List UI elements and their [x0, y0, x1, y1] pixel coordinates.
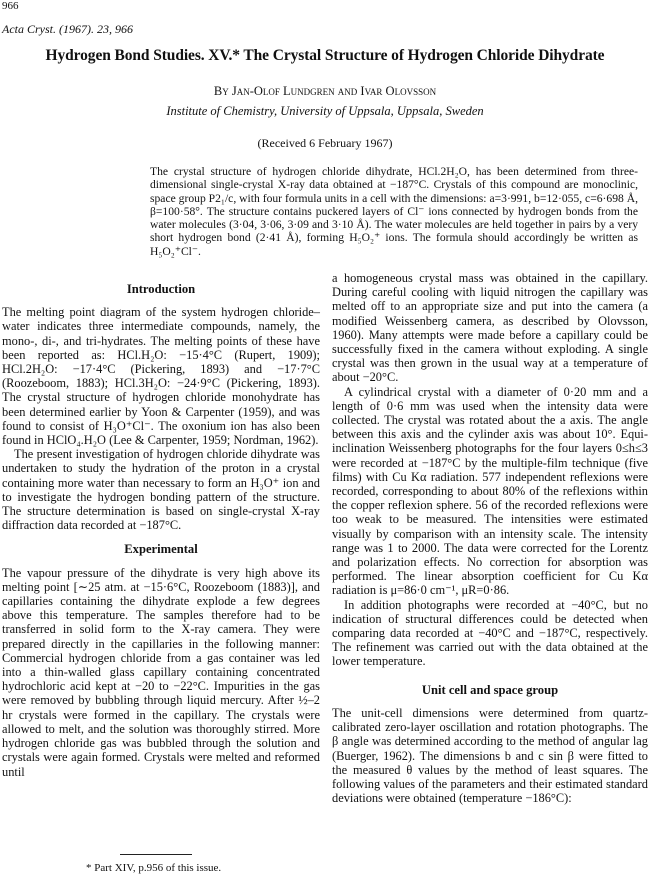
section-heading-unit-cell: Unit cell and space group [421, 682, 559, 697]
left-column [2, 272, 320, 779]
paragraph: The melting point diagram of the system hydrogen chloride–water indicates three intermediate compounds, namely, the mono-, di-, and tri-hydrates. The melting points of these have been reported as: HCl.H₂O: −15·4°C (Rupert, 1909); HCl.2H₂O: −17·4°C (Pickering, 1893) and −17·7°C (Roozeboom, 1883); HCl.3H₂O: −24·9°C (Pickering, 1893). The crystal structure of hydrogen chloride monohydrate has been determined earlier by Yoon & Carpenter (1959), and was found to consist of H₃O⁺Cl⁻. The oxonium ion has also been found in HClO₄.H₂O (Lee & Carpenter, 1959; Nordman, 1962). [2, 305, 320, 448]
paragraph: A cylindrical crystal with a diameter of 0·20 mm and a length of 0·6 mm was used when the intensity data were collected. The crystal was rotated about the a axis. The angle between this axis and the cylinder axis was about 10°. Equi-inclination Weissenberg photographs for the four layers 0≤h≤3 were recorded at −187°C by the multiple-film technique (five films) with Cu Kα radiation. 577 independent reflexions were recorded, corresponding to about 80% of the reflexions within the copper reflexion sphere. 56 of the recorded reflexions were too weak to be measured. The intensities were estimated visually by comparison with an intensity scale. The intensity range was 1 to 2000. The data were corrected for the Lorentz and polarization effects. No correction for absorption was performed. The linear absorption coefficient for Cu Kα radiation is μ=86·0 cm⁻¹, μR=0·86. [332, 384, 648, 598]
right-column [332, 271, 648, 805]
article-authors: By Jan-Olof Lundgren and Ivar Olovsson [213, 84, 437, 98]
footnote: * Part XIV, p.956 of this issue. [86, 862, 222, 874]
section-heading-experimental: Experimental [124, 542, 198, 557]
abstract: The crystal structure of hydrogen chloride dihydrate, HCl.2H₂O, has been determined from three-dimensional single-crystal X-ray data obtained at −187°C. Crystals of this compound are monoclinic, space group P2₁/c, with four formula units in a cell with the dimensions: a=3·991, b=12·055, c=6·698 Å, β=100·58°. The structure contains puckered layers of Cl⁻ ions connected by hydrogen bonds from the water molecules (3·04, 3·06, 3·09 and 3·10 Å). The water molecules are held together in pairs by a very short hydrogen bond (2·41 Å), forming H₅O₂⁺ ions. The formula should accordingly be written as H₅O₂⁺Cl⁻. [150, 165, 638, 258]
section-heading-introduction: Introduction [126, 282, 196, 296]
paragraph: The present investigation of hydrogen chloride dihydrate was undertaken to study the hydration of the proton in a crystal containing more water than necessary to form an H₃O⁺ ion and to investigate the hydrogen bonding pattern of the structure. The structure determination is based on single-crystal X-ray diffraction data recorded at −187°C. [2, 447, 320, 533]
paragraph: a homogeneous crystal mass was obtained in the capillary. During careful cooling with liquid nitrogen the capillary was melted off to an appropriate size and put into the camera (a modified Weissenberg camera, as described by Olovsson, 1960). Many attempts were made before a capillary could be successfully fixed in the camera without exploding. A single crystal was then grown in the usual way at a temperature of about −20°C. [332, 271, 648, 385]
paragraph: The unit-cell dimensions were determined from quartz-calibrated zero-layer oscillation and rotation photographs. The β angle was determined according to the method of angular lag (Buerger, 1962). The dimensions b and c sin β were fitted to the measured θ values by the method of least squares. The following values of the parameters and their estimated standard deviations were obtained (temperature −186°C): [332, 705, 648, 806]
paragraph: The vapour pressure of the dihydrate is very high above its melting point [∼25 atm. at −15·6°C, Roozeboom (1883)], and capillaries containing the dihydrate explode a few degrees above this temperature. The samples therefore had to be transferred in solid form to the X-ray camera. They were prepared directly in the capillaries in the following manner: Commercial hydrogen chloride from a gas container was led into a thin-walled glass capillary containing concentrated hydrochloric acid kept at −20 to −22°C. Impurities in the gas were removed by bubbling through liquid mercury. After ½–2 hr crystals were formed in the capillary. The crystals were allowed to melt, and the solution was thoroughly stirred. More hydrogen chloride gas was bubbled through the solution and crystals were again formed. Crystals were melted and reformed until [2, 565, 320, 779]
footnote-divider [120, 854, 192, 855]
author-institution: Institute of Chemistry, University of Uppsala, Uppsala, Sweden [166, 104, 484, 118]
journal-reference: Acta Cryst. (1967). 23, 966 [2, 22, 133, 36]
page-number: 966 [2, 0, 19, 12]
paragraph: In addition photographs were recorded at −40°C, but no indication of structural differences could be detected when comparing data recorded at −40°C and −187°C, respectively. The refinement was carried out with the data obtained at the lower temperature. [332, 597, 648, 669]
article-title: Hydrogen Bond Studies. XV.* The Crystal Structure of Hydrogen Chloride Dihydrate [45, 47, 605, 64]
received-date: (Received 6 February 1967) [257, 136, 393, 150]
